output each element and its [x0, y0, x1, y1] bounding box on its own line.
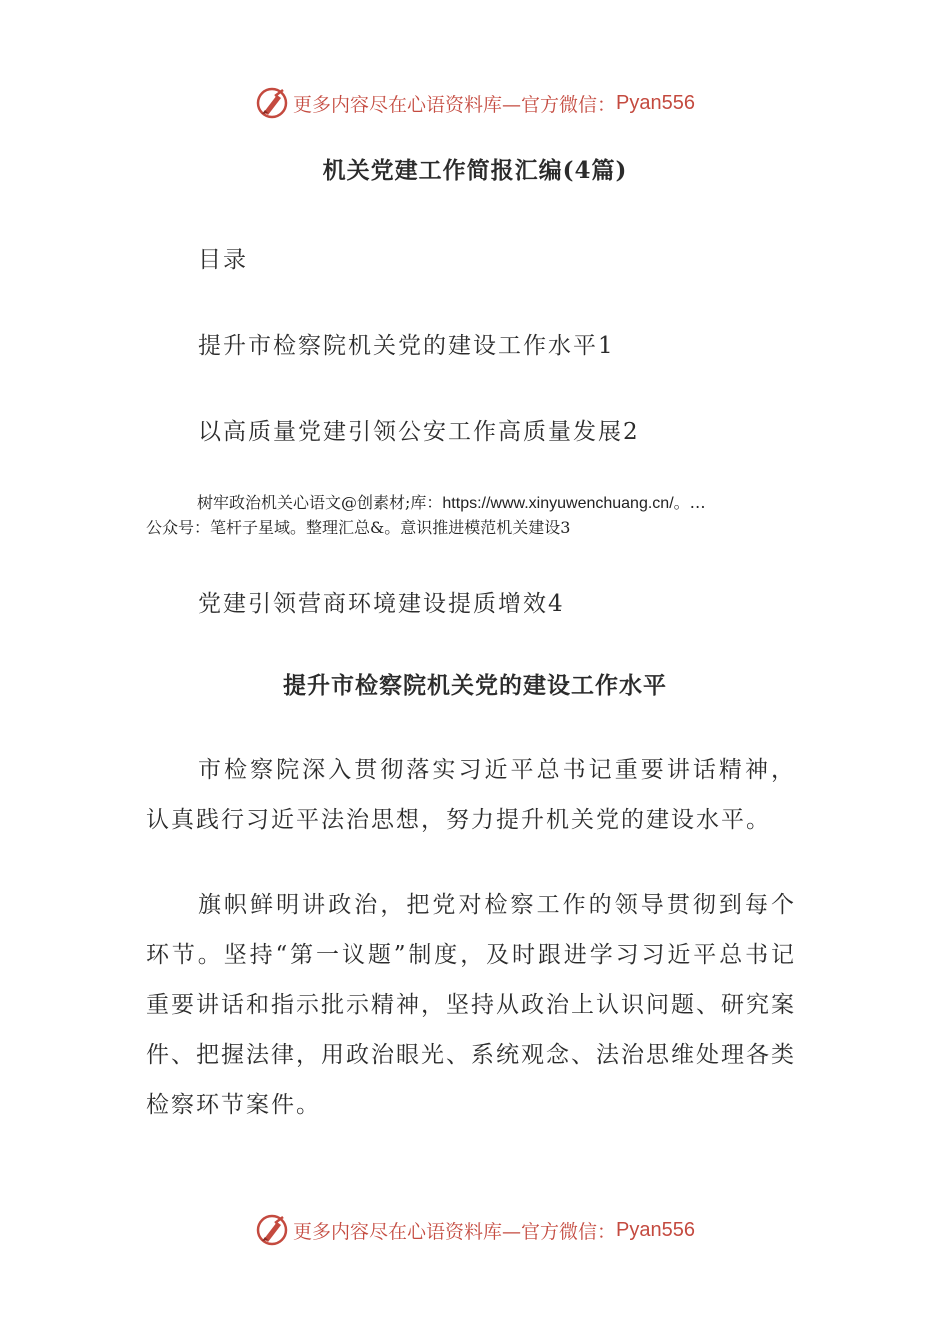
- watermark-line: [197, 490, 706, 513]
- toc-item: 党建引领营商环境建设提质增效4: [198, 591, 565, 617]
- header-banner: [0, 83, 950, 123]
- watermark-line-2: 公众号：笔杆子星域。整理汇总&。意识推进模范机关建设3: [146, 518, 571, 537]
- banner-wechat-id: Pyan556: [616, 1218, 695, 1241]
- pen-nib-logo-icon: [255, 86, 289, 120]
- toc-item: 以高质量党建引领公安工作高质量发展2: [198, 419, 640, 445]
- body-paragraph: 旗帜鲜明讲政治，把党对检察工作的领导贯彻到每个环节。坚持“第一议题”制度，及时跟进学习习近平总书记重要讲话和指示批示精神，坚持从政治上认识问题、研究案件、把握法律，用政治眼光、系统观念、法治思维处理各类检察环节案件。: [146, 892, 796, 1118]
- body-paragraph: 市检察院深入贯彻落实习近平总书记重要讲话精神，认真践行习近平法治思想，努力提升机关党的建设水平。: [146, 757, 796, 833]
- banner-wechat-id: Pyan556: [616, 91, 695, 114]
- watermark-suffix: 。…: [673, 493, 706, 512]
- watermark-url: https://www.xinyuwenchuang.cn/: [442, 495, 674, 512]
- section-heading: 提升市检察院机关党的建设工作水平: [283, 672, 667, 699]
- watermark-prefix: 树牢政治机关心语文@创素材;库：: [197, 493, 443, 512]
- banner-text: 更多内容尽在心语资料库—官方微信：: [293, 93, 617, 116]
- toc-item: 提升市检察院机关党的建设工作水平1: [198, 333, 615, 359]
- footer-banner: [0, 1210, 950, 1250]
- banner-text: 更多内容尽在心语资料库—官方微信：: [293, 1220, 617, 1243]
- document-title: 机关党建工作简报汇编(4篇): [322, 157, 628, 184]
- pen-nib-logo-icon: [255, 1213, 289, 1247]
- toc-heading: 目录: [198, 247, 248, 273]
